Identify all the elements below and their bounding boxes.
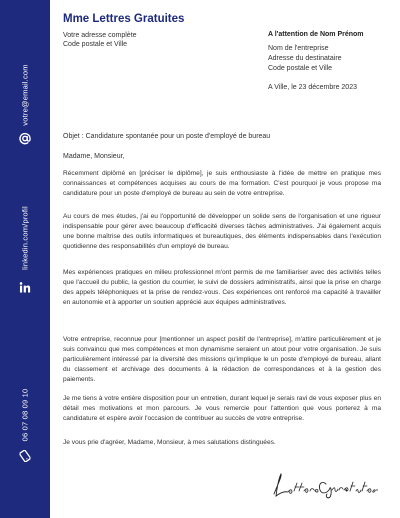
sender-postal: Code postale et Ville <box>63 41 128 48</box>
recipient-postal: Code postale et Ville <box>268 65 333 72</box>
at-icon <box>19 132 32 150</box>
recipient-company: Nom de l'entreprise <box>268 45 329 52</box>
letter-salutation: Madame, Monsieur, <box>63 153 125 160</box>
linkedin-icon <box>20 280 31 298</box>
letter-date: A Ville, le 23 décembre 2023 <box>268 84 357 91</box>
recipient-title: A l'attention de Nom Prénom <box>268 31 364 38</box>
letter-paragraph: Votre entreprise, reconnue pour [mentionner un aspect positif de l'entreprise], m'attire particulièrement et je suis convaincu que mes compétences et mon dynamisme seraient un atout pour votre organisation. Je suis particulièrement intéressé par la diversité des missions qu'implique le un poste d'employé de bureau, allant du classement et archivage des documents à la rédaction de correspondances et à la gestion des paiements. <box>63 336 381 383</box>
letter-paragraph: Récemment diplômé en [préciser le diplôme], je suis enthousiaste à l'idée de mettre en pratique mes connaissances et compétences acquises au cours de ma formation. C'est pourquoi je vous propose ma candidature pour un poste d'employé de bureau au sein de votre entreprise. <box>63 170 381 197</box>
sender-address: Votre adresse complète <box>63 32 137 39</box>
letter-subject: Objet : Candidature spontanée pour un poste d'employé de bureau <box>63 133 271 140</box>
recipient-address: Adresse du destinataire <box>268 55 342 62</box>
letter-paragraph: Mes expériences pratiques en milieu professionnel m'ont permis de me familiariser avec des activités telles que l'accueil du public, la gestion du courrier, le suivi de dossiers administratifs, ainsi que la prise en charge des appels téléphoniques et la prise de rendez-vous. Ces expériences ont renforcé ma capacité à travailler en autonomie et à apporter un soutien apprécié aux équipes administratives. <box>63 269 381 306</box>
sender-name: Mme Lettres Gratuites <box>63 13 185 25</box>
sidebar-phone[interactable]: 06 07 08 09 10 <box>20 388 30 442</box>
letter-paragraph: Au cours de mes études, j'ai eu l'opportunité de développer un solide sens de l'organisation et une rigueur indispensable pour gérer avec beaucoup d'efficacité diverses tâches administratives. J'ai également acquis une bonne maîtrise des outils informatiques et bureautiques, des éléments indispensables dans l'exécution quotidienne des responsabilités d'un employé de bureau. <box>63 213 381 250</box>
sidebar-linkedin[interactable]: linkedin.com/profil <box>20 206 30 270</box>
phone-icon <box>20 449 31 467</box>
contact-sidebar <box>0 0 50 518</box>
signature-image <box>270 470 380 500</box>
sidebar-email[interactable]: votre@email.com <box>20 64 30 126</box>
letter-closing: Je vous prie d'agréer, Madame, Monsieur, à mes salutations distinguées. <box>63 439 276 446</box>
letter-paragraph: Je me tiens à votre entière disposition pour un entretien, durant lequel je serais ravi de vous exposer plus en détail mes motivations et mon parcours. Je vous remercie pour l'attention que vous porterez à ma candidature et espère avoir l'occasion de contribuer au succès de votre entreprise. <box>63 395 381 422</box>
